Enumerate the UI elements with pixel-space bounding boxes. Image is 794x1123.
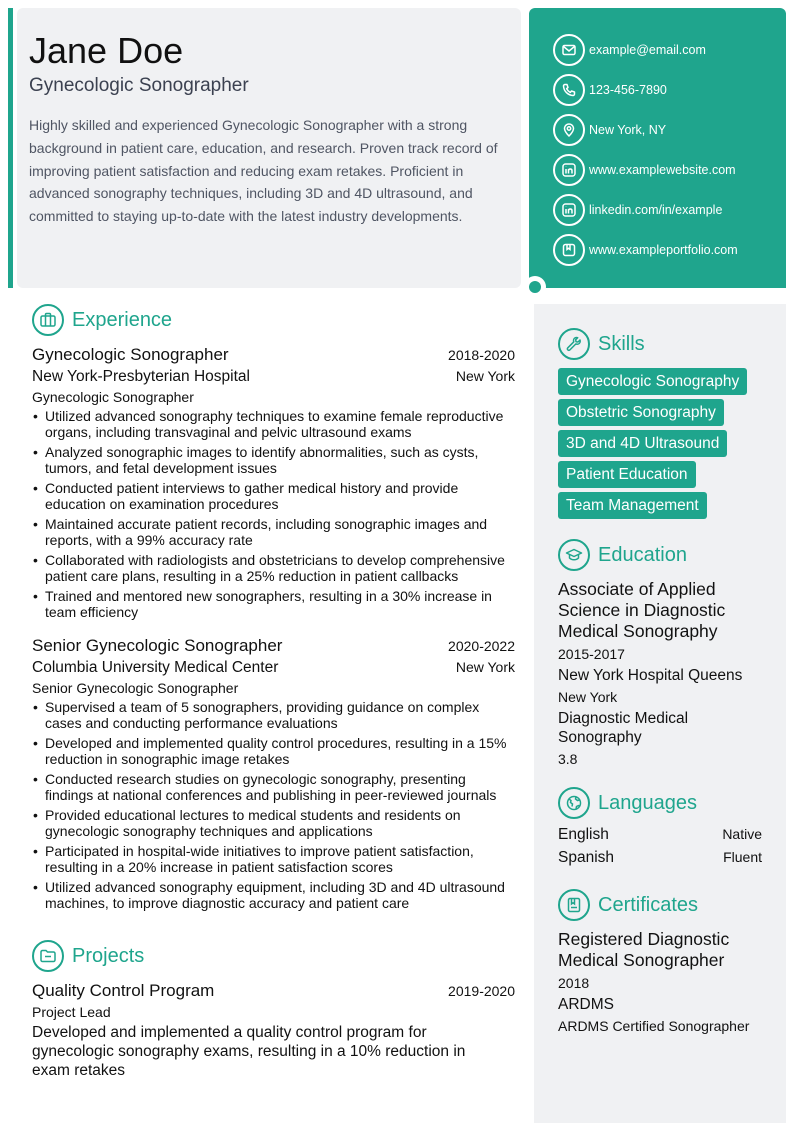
skills-list — [558, 368, 778, 523]
candidate-name: Jane Doe — [29, 30, 184, 71]
contact-phone-text: 123-456-7890 — [589, 83, 667, 97]
languages-list — [558, 826, 770, 872]
experience-heading — [32, 304, 172, 336]
projects-title: Projects — [72, 944, 145, 967]
contact-phone[interactable] — [553, 74, 786, 106]
wrench-icon — [558, 328, 590, 360]
projects-heading — [32, 940, 144, 972]
project-role: Project Lead — [32, 1004, 111, 1020]
language-row — [558, 826, 762, 849]
skill-tag: Team Management — [558, 492, 707, 519]
education-gpa: 3.8 — [558, 751, 578, 767]
skills-title: Skills — [598, 332, 645, 355]
job-dates: 2018-2020 — [448, 347, 515, 363]
education-field: Diagnostic Medical Sonography — [558, 710, 689, 746]
job-role: Gynecologic Sonographer — [32, 389, 194, 405]
phone-icon — [553, 74, 585, 106]
bullet-item: • Collaborated with radiologists and obstetricians to develop comprehensive patient care plans, resulting in a 25% reduction in patient callbacks — [32, 552, 515, 584]
email-icon — [553, 34, 585, 66]
contact-panel — [529, 8, 786, 288]
bullet-item: • Conducted research studies on gynecologic sonography, presenting findings at national conferences and publishing in peer-reviewed journals — [32, 771, 515, 803]
bullet-item: • Utilized advanced sonography techniques to examine female reproductive organs, including transvaginal and pelvic ultrasound exams — [32, 408, 515, 440]
skill-tag: Gynecologic Sonography — [558, 368, 747, 395]
job-entry — [32, 345, 515, 620]
bullet-item: • Analyzed sonographic images to identify abnormalities, such as cysts, tumors, and fetal development issues — [32, 444, 515, 476]
job-location: New York — [455, 368, 515, 384]
contact-email-text: example@email.com — [589, 43, 706, 57]
bullet-item: • Developed and implemented quality control procedures, resulting in a 15% reduction in sonographic image retakes — [32, 735, 515, 767]
bullet-item: • Participated in hospital-wide initiatives to improve patient satisfaction, resulting in a 20% increase in patient satisfaction scores — [32, 843, 515, 875]
education-title: Education — [598, 543, 687, 566]
skill-tag: Obstetric Sonography — [558, 399, 724, 426]
bullet-item: • Trained and mentored new sonographers, resulting in a 30% increase in team efficiency — [32, 588, 515, 620]
bullet-item: • Conducted patient interviews to gather medical history and provide education on examination procedures — [32, 480, 515, 512]
job-title: Gynecologic Sonographer — [32, 345, 229, 364]
timeline-dot — [529, 281, 541, 293]
job-company: Columbia University Medical Center — [32, 659, 279, 676]
language-name: English — [558, 826, 609, 843]
contact-portfolio-text: www.exampleportfolio.com — [589, 243, 738, 257]
education-heading — [558, 539, 687, 571]
certificate-name: Registered Diagnostic Medical Sonographer — [558, 929, 730, 970]
education-degree: Associate of Applied Science in Diagnostic Medical Sonography — [558, 579, 726, 641]
accent-bar — [8, 8, 13, 288]
candidate-title: Gynecologic Sonographer — [29, 75, 249, 96]
linkedin-icon — [553, 154, 585, 186]
experience-list — [32, 345, 515, 915]
project-dates: 2019-2020 — [448, 983, 515, 999]
job-bullets — [32, 408, 515, 620]
bullet-item: • Maintained accurate patient records, including sonographic images and reports, with a 99% accuracy rate — [32, 516, 515, 548]
graduation-cap-icon — [558, 539, 590, 571]
skills-heading — [558, 328, 645, 360]
summary: Highly skilled and experienced Gynecologic Sonographer with a strong background in patient care, education, and research. Proven track record of improving patient satisfaction and reducing exam retakes. Proficient in advanced sonography techniques, including 3D and 4D ultrasound, and committed to staying up-to-date with the latest industry developments. — [29, 117, 498, 225]
skill-tag: 3D and 4D Ultrasound — [558, 430, 727, 457]
contact-website[interactable] — [553, 154, 786, 186]
contact-location — [553, 114, 786, 146]
education-entry — [558, 579, 770, 768]
language-row — [558, 849, 762, 872]
project-description: Developed and implemented a quality control program for gynecologic sonography exams, resulting in a 10% reduction in exam retakes — [32, 1024, 466, 1079]
language-name: Spanish — [558, 849, 615, 866]
certificate-issuer: ARDMS — [558, 996, 614, 1013]
job-bullets — [32, 699, 515, 911]
bullet-item: • Utilized advanced sonography equipment, including 3D and 4D ultrasound machines, to improve diagnostic accuracy and patient care — [32, 879, 515, 911]
folder-icon — [32, 940, 64, 972]
bullet-item: • Supervised a team of 5 sonographers, providing guidance on complex cases and conducting performance evaluations — [32, 699, 515, 731]
certificate-year: 2018 — [558, 975, 590, 991]
education-location: New York — [558, 689, 618, 705]
contact-email[interactable] — [553, 34, 786, 66]
contact-linkedin-text: linkedin.com/in/example — [589, 203, 723, 217]
contact-website-text: www.examplewebsite.com — [589, 163, 736, 177]
header-panel — [17, 8, 521, 288]
contact-location-text: New York, NY — [589, 123, 667, 137]
globe-icon — [558, 787, 590, 819]
contact-portfolio[interactable] — [553, 234, 786, 266]
languages-heading — [558, 787, 697, 819]
education-school: New York Hospital Queens — [558, 667, 743, 684]
skill-tag: Patient Education — [558, 461, 696, 488]
job-company: New York-Presbyterian Hospital — [32, 368, 250, 385]
contact-linkedin[interactable] — [553, 194, 786, 226]
job-role: Senior Gynecologic Sonographer — [32, 680, 239, 696]
job-dates: 2020-2022 — [448, 638, 515, 654]
briefcase-icon — [32, 304, 64, 336]
job-entry — [32, 636, 515, 911]
project-title: Quality Control Program — [32, 981, 215, 1000]
bullet-item: • Provided educational lectures to medical students and residents on gynecologic sonography techniques and applications — [32, 807, 515, 839]
language-level: Fluent — [723, 849, 762, 865]
project-entry — [32, 981, 515, 1080]
certificates-heading — [558, 889, 698, 921]
certificate-icon — [558, 889, 590, 921]
certificate-entry — [558, 929, 770, 1035]
portfolio-icon — [553, 234, 585, 266]
job-title: Senior Gynecologic Sonographer — [32, 636, 283, 655]
job-location: New York — [455, 659, 515, 675]
location-icon — [553, 114, 585, 146]
linkedin-icon — [553, 194, 585, 226]
education-dates: 2015-2017 — [558, 646, 625, 662]
certificates-title: Certificates — [598, 893, 699, 916]
languages-title: Languages — [598, 791, 697, 814]
experience-title: Experience — [72, 308, 173, 331]
language-level: Native — [722, 826, 762, 842]
certificate-description: ARDMS Certified Sonographer — [558, 1018, 750, 1034]
